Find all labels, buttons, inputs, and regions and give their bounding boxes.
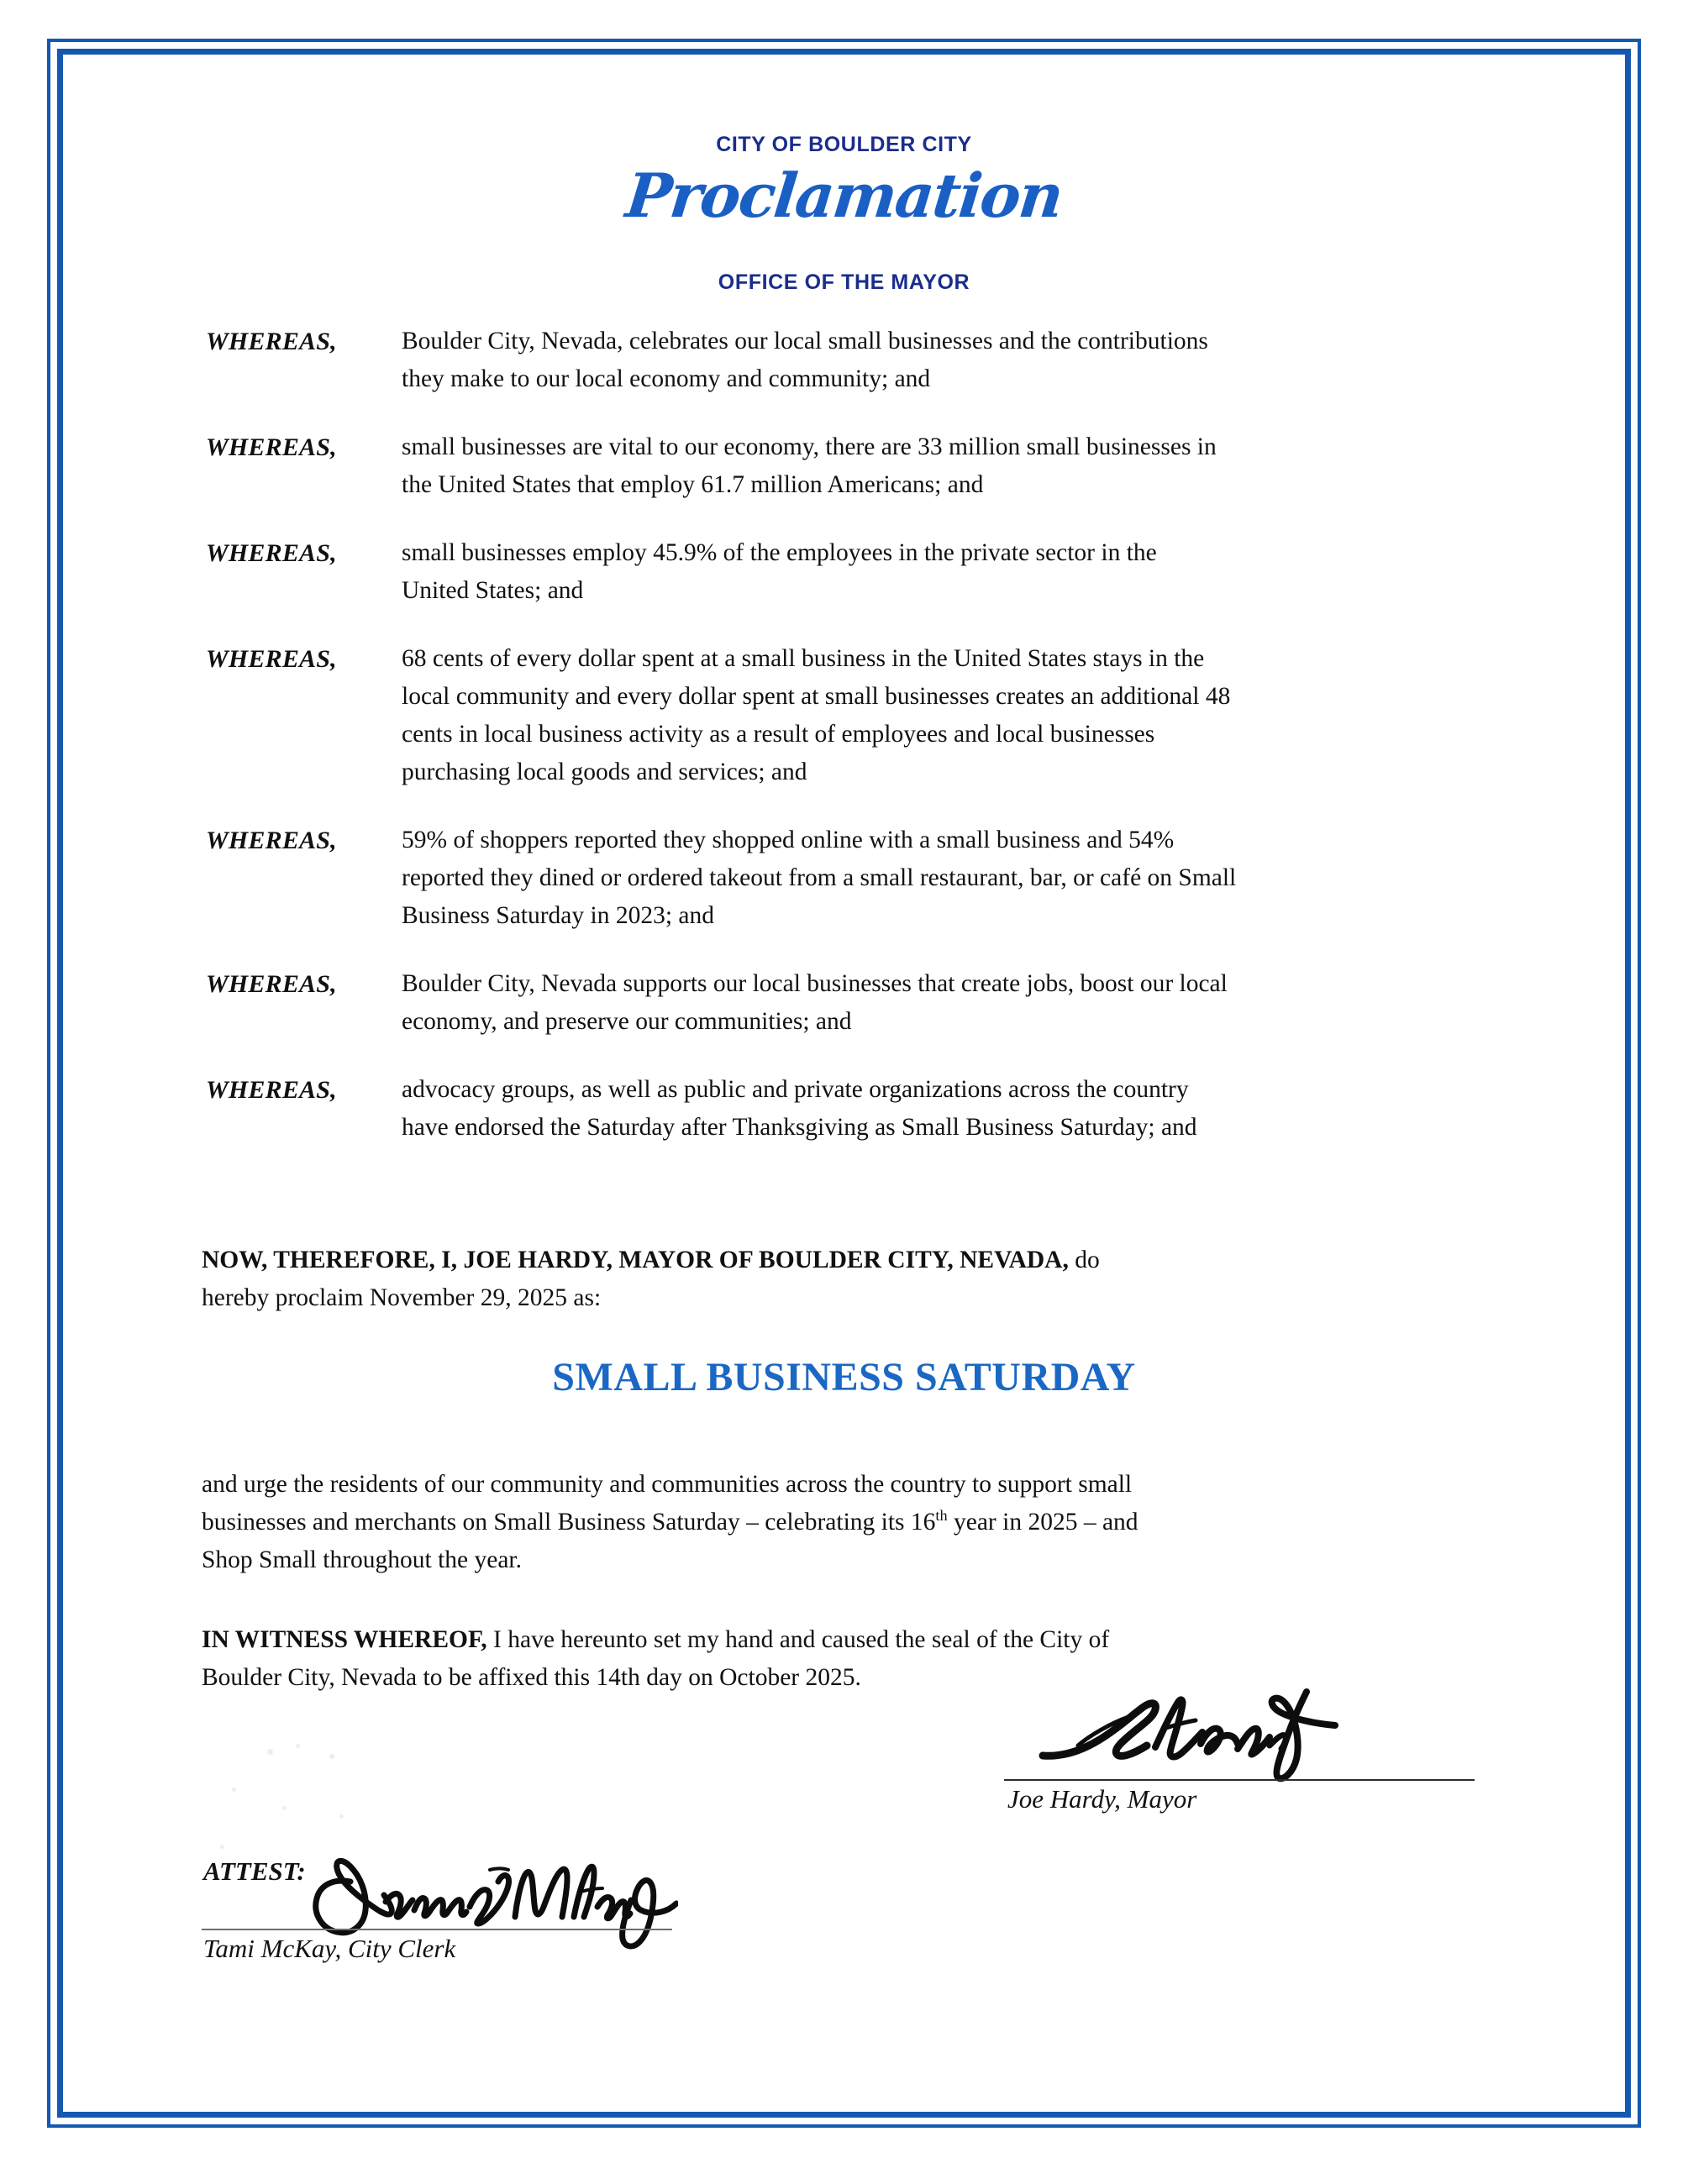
clause-line: purchasing local goods and services; and <box>402 759 807 785</box>
whereas-clause <box>206 822 1508 935</box>
clause-line: small businesses employ 45.9% of the employees in the private sector in the <box>402 539 1157 566</box>
clause-line: local community and every dollar spent at small businesses creates an additional 48 <box>402 683 1231 710</box>
witness-paragraph <box>202 1621 1512 1697</box>
clause-line: they make to our local economy and community; and <box>402 365 931 392</box>
clerk-name-line: Tami McKay, City Clerk <box>203 1934 456 1963</box>
witness-line <box>202 1621 1512 1659</box>
urge-line: and urge the residents of our community and communities across the country to support small <box>202 1471 1133 1498</box>
clause-line: Boulder City, Nevada, celebrates our local small businesses and the contributions <box>402 328 1208 354</box>
whereas-label: WHEREAS, <box>206 328 337 355</box>
witness-line1-rest: I have hereunto set my hand and caused the seal of the City of <box>486 1626 1110 1653</box>
proclaimed-day-title: SMALL BUSINESS SATURDAY <box>552 1355 1136 1399</box>
clerk-signature-rule <box>202 1929 672 1930</box>
scan-speckle <box>339 1814 344 1819</box>
clause-line: cents in local business activity as a result of employees and local businesses <box>402 721 1155 748</box>
scan-speckle <box>296 1744 300 1748</box>
whereas-text <box>402 323 1508 398</box>
clause-line: advocacy groups, as well as public and private organizations across the country <box>402 1076 1189 1103</box>
whereas-label: WHEREAS, <box>206 539 337 567</box>
whereas-label: WHEREAS, <box>206 827 337 854</box>
scan-speckle <box>220 1845 224 1849</box>
clause-line: 68 cents of every dollar spent at a small business in the United States stays in the <box>402 645 1205 672</box>
urge-line <box>202 1504 1512 1541</box>
urge-paragraph <box>202 1466 1512 1579</box>
whereas-text <box>402 965 1508 1041</box>
whereas-text <box>402 534 1508 610</box>
scan-speckle <box>232 1788 236 1792</box>
now-therefore-second-line: hereby proclaim November 29, 2025 as: <box>202 1284 602 1311</box>
clause-line: Boulder City, Nevada supports our local businesses that create jobs, boost our local <box>402 970 1228 997</box>
clause-line: reported they dined or ordered takeout from a small restaurant, bar, or café on Small <box>402 864 1237 891</box>
clause-line: economy, and preserve our communities; and <box>402 1008 852 1035</box>
scan-speckle <box>329 1754 334 1759</box>
header-office-line: OFFICE OF THE MAYOR <box>718 270 970 294</box>
clause-line: 59% of shoppers reported they shopped online with a small business and 54% <box>402 827 1175 853</box>
mayor-signature-rule <box>1004 1779 1475 1781</box>
whereas-clause <box>206 428 1508 504</box>
whereas-clause-list <box>206 323 1508 1177</box>
ordinal-suffix: th <box>935 1507 948 1525</box>
whereas-text <box>402 640 1508 791</box>
clause-line: the United States that employ 61.7 million Americans; and <box>402 471 984 498</box>
urge-line2-a: businesses and merchants on Small Business Saturday – celebrating its 16 <box>202 1509 936 1536</box>
proclamation-script-title: Proclamation <box>623 160 1065 231</box>
whereas-clause <box>206 1071 1508 1147</box>
scan-speckle <box>282 1806 287 1810</box>
whereas-label: WHEREAS, <box>206 433 337 461</box>
whereas-text <box>402 428 1508 504</box>
clause-line: small businesses are vital to our economy, there are 33 million small businesses in <box>402 433 1217 460</box>
whereas-clause <box>206 965 1508 1041</box>
clause-line: have endorsed the Saturday after Thanksgiving as Small Business Saturday; and <box>402 1114 1197 1141</box>
urge-line2-b: year in 2025 – and <box>947 1509 1138 1536</box>
whereas-text <box>402 1071 1508 1147</box>
whereas-label: WHEREAS, <box>206 1076 337 1104</box>
whereas-text <box>402 822 1508 935</box>
attest-label: ATTEST: <box>203 1856 306 1886</box>
scan-speckle <box>267 1749 273 1755</box>
mayor-name-line: Joe Hardy, Mayor <box>1007 1784 1197 1814</box>
whereas-clause <box>206 640 1508 791</box>
header-city-line: CITY OF BOULDER CITY <box>716 133 972 156</box>
whereas-clause <box>206 534 1508 610</box>
witness-line: Boulder City, Nevada to be affixed this 14th day on October 2025. <box>202 1664 861 1691</box>
witness-lead: IN WITNESS WHEREOF, <box>202 1626 487 1653</box>
clause-line: Business Saturday in 2023; and <box>402 902 715 929</box>
now-therefore-paragraph <box>202 1242 1512 1317</box>
clause-line: United States; and <box>402 577 584 604</box>
whereas-clause <box>206 323 1508 398</box>
whereas-label: WHEREAS, <box>206 970 337 998</box>
whereas-label: WHEREAS, <box>206 645 337 673</box>
now-therefore-lead: NOW, THEREFORE, I, JOE HARDY, MAYOR OF BOULDER CITY, NEVADA, <box>202 1247 1069 1273</box>
now-therefore-trailing: do <box>1068 1247 1100 1273</box>
urge-line: Shop Small throughout the year. <box>202 1546 523 1573</box>
